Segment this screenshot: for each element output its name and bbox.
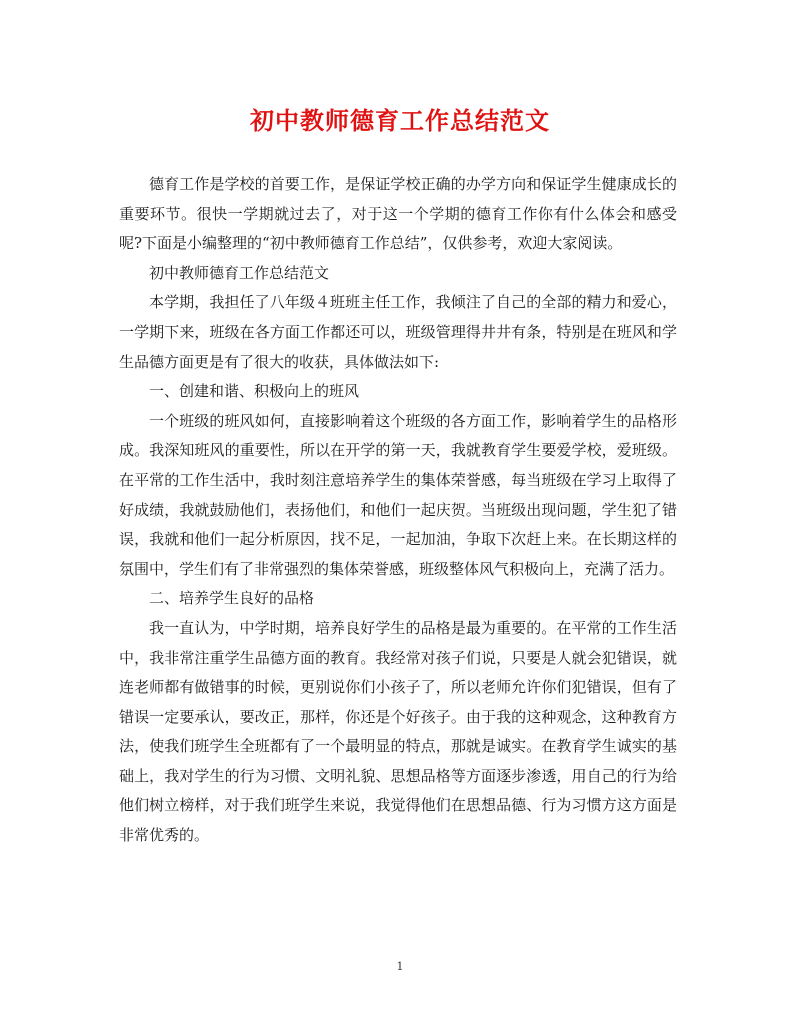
- body-paragraph: 我一直认为，中学时期，培养良好学生的品格是最为重要的。在平常的工作生活中，我非常注重学生品德方面的教育。我经常对孩子们说，只要是人就会犯错误，就连老师都有做错事的时候，更别说你们小孩子了，所以老师允许你们犯错误，但有了错误一定要承认，要改正，那样，你还是个好孩子。由于我的这种观念，这种教育方法，使我们班学生全班都有了一个最明显的特点，那就是诚实。在教育学生诚实的基础上，我对学生的行为习惯、文明礼貌、思想品格等方面逐步渗透，用自己的行为给他们树立榜样，对于我们班学生来说，我觉得他们在思想品德、行为习惯方这方面是非常优秀的。: [119, 618, 677, 845]
- section-heading: 二、培养学生良好的品格: [149, 589, 315, 608]
- body-paragraph: 本学期，我担任了八年级４班班主任工作，我倾注了自己的全部的精力和爱心，一学期下来，班级在各方面工作都还可以，班级管理得井井有条，特别是在班风和学生品德方面更是有了很大的收获，具体做法如下:: [119, 293, 677, 371]
- section-heading: 一、创建和谐、积极向上的班风: [149, 382, 360, 401]
- page-number: 1: [396, 960, 404, 973]
- document-body: [119, 170, 677, 851]
- body-paragraph: 一个班级的班风如何，直接影响着这个班级的各方面工作，影响着学生的品格形成。我深知班风的重要性，所以在开学的第一天，我就教育学生要爱学校，爱班级。在平常的工作生活中，我时刻注意培养学生的集体荣誉感，每当班级在学习上取得了好成绩，我就鼓励他们，表扬他们，和他们一起庆贺。当班级出现问题，学生犯了错误，我就和他们一起分析原因，找不足，一起加油，争取下次赶上来。在长期这样的氛围中，学生们有了非常强烈的集体荣誉感，班级整体风气积极向上，充满了活力。: [119, 411, 677, 578]
- document-title: 初中教师德育工作总结范文: [250, 106, 550, 135]
- intro-paragraph: 德育工作是学校的首要工作，是保证学校正确的办学方向和保证学生健康成长的重要环节。很快一学期就过去了，对于这一个学期的德育工作你有什么体会和感受呢?下面是小编整理的“初中教师德育工作总结”，仅供参考，欢迎大家阅读。: [119, 175, 677, 253]
- subtitle-line: 初中教师德育工作总结范文: [149, 263, 330, 282]
